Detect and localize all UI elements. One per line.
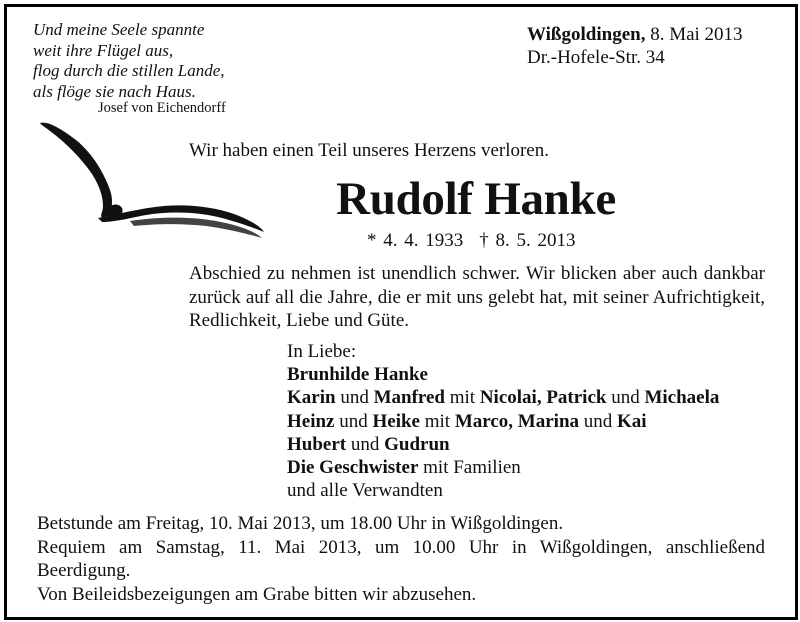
family-list [287, 340, 719, 502]
life-dates [367, 230, 576, 252]
poem-line: als flöge sie nach Haus. [33, 81, 196, 101]
requiem-line-2: Beerdigung. [37, 560, 131, 581]
place-date-block [527, 23, 743, 69]
poem-line: weit ihre Flügel aus, [33, 40, 174, 60]
death-date: † 8. 5. 2013 [479, 230, 576, 251]
condolence-note: Von Beileidsbezeigungen am Grabe bitten wir abzusehen. [37, 583, 477, 605]
intro-line: Wir haben einen Teil unseres Herzens verloren. [189, 140, 549, 161]
requiem-line-1: Requiem am Samstag, 11. Mai 2013, um 10.00 Uhr in Wißgoldingen, anschließend [37, 536, 765, 558]
address: Dr.-Hofele-Str. 34 [527, 47, 665, 68]
deceased-name: Rudolf Hanke [336, 173, 616, 225]
family-row: Heinz und Heike mit Marco, Marina und Kai [287, 410, 647, 432]
family-closing: und alle Verwandten [287, 480, 443, 502]
spouse-name: Brunhilde Hanke [287, 364, 428, 386]
farewell-text: Abschied zu nehmen ist unendlich schwer. Wir blicken aber auch dankbar zurück auf all die Jahre, die er mit uns gelebt hat, mit seiner Aufrichtigkeit, Redlichkeit, Liebe und Güte. [189, 263, 765, 331]
family-row: Karin und Manfred mit Nicolai, Patrick und Michaela [287, 387, 720, 409]
family-row: Hubert und Gudrun [287, 433, 450, 455]
prayer-service: Betstunde am Freitag, 10. Mai 2013, um 18.00 Uhr in Wißgoldingen. [37, 513, 564, 534]
birth-date: * 4. 4. 1933 [367, 230, 464, 251]
family-intro: In Liebe: [287, 341, 357, 362]
poem [33, 20, 225, 102]
poem-author: Josef von Eichendorff [98, 100, 226, 116]
place-name: Wißgoldingen, [527, 24, 646, 45]
notice-date: 8. Mai 2013 [650, 24, 743, 45]
service-details [37, 512, 765, 606]
poem-line: flog durch die stillen Lande, [33, 61, 225, 80]
poem-line: Und meine Seele spannte [33, 20, 205, 39]
family-row: Die Geschwister mit Familien [287, 457, 521, 479]
